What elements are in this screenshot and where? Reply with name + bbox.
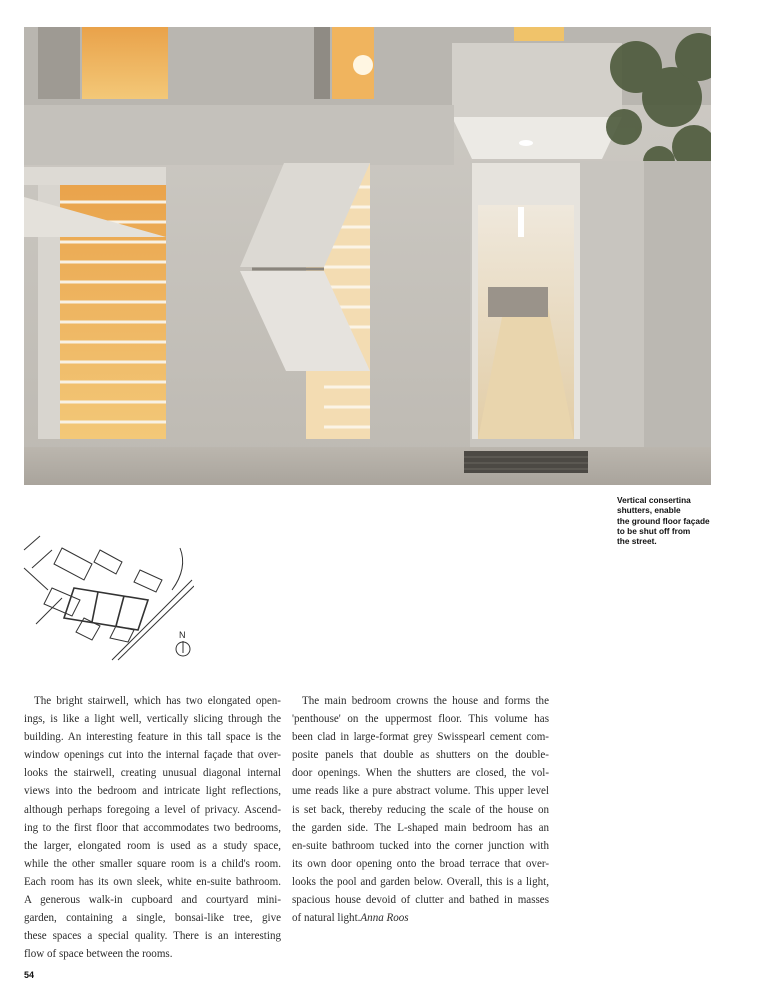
text-line: views into the bedroom and intricate light reflections, [24, 785, 281, 798]
site-plan-drawing [22, 528, 194, 664]
text-line: 'penthouse' on the uppermost floor. This volume has [292, 713, 549, 726]
text-line: The main bedroom crowns the house and forms the [302, 695, 549, 707]
page-number: 54 [24, 970, 35, 980]
text-line: while the other smaller square room is a child's room. [24, 857, 281, 870]
site-plan [22, 528, 194, 664]
text-line: posite panels that double as shutters on the double- [292, 749, 549, 762]
text-line: ume reads like a pure abstract volume. This upper level [292, 785, 549, 798]
caption-line: Vertical consertina [617, 495, 691, 505]
body-column-right [292, 692, 549, 927]
text-line-content: of natural light. [292, 912, 361, 925]
text-line: the larger, elongated room is used as a study space, [24, 839, 281, 852]
text-line: Each room has its own sleek, white en-suite bathroom. [24, 875, 281, 888]
text-line: A generous walk-in cupboard and courtyard mini- [24, 894, 281, 907]
text-line: ing to the first floor that accommodates two bedrooms, [24, 821, 281, 834]
author-name: Anna Roos [360, 912, 409, 925]
paragraph [24, 692, 281, 963]
text-line: ings, is like a light well, vertically slicing through the [24, 713, 281, 726]
text-line: garden, containing a single, bonsai-like tree, give [24, 912, 281, 925]
body-column-left [24, 692, 281, 963]
text-line: these spaces a special quality. There is an interesting [24, 930, 281, 943]
text-line: en-suite bathroom tucked into the corner junction with [292, 839, 549, 852]
text-line: been clad in large-format grey Swisspearl cement com- [292, 731, 549, 744]
caption-line: to be shut off from [617, 525, 691, 536]
house-facade-photo [24, 27, 711, 485]
photo-caption [617, 495, 737, 546]
text-line: is set back, thereby reducing the scale of the house on [292, 803, 549, 816]
text-line: the garden side. The L-shaped main bedroom has an [292, 821, 549, 834]
house-facade-photo-icon [24, 27, 711, 485]
text-line: flow of space between the rooms. [24, 948, 173, 961]
text-line: window openings cut into the internal façade that over- [24, 749, 281, 762]
text-line: looks the pool and garden below. Overall, this is a light, [292, 875, 549, 888]
caption-line: the ground floor façade [617, 515, 710, 526]
text-line [292, 909, 549, 927]
text-line: building. An interesting feature in this tall space is the [24, 731, 281, 744]
text-line: although perhaps foregoing a level of privacy. Ascend- [24, 803, 281, 816]
text-line: spacious house devoid of clutter and bathed in masses [292, 894, 549, 907]
text-line: looks the stairwell, creating unusual diagonal internal [24, 767, 281, 780]
north-label: N [179, 630, 186, 640]
text-line: The bright stairwell, which has two elongated open- [34, 695, 281, 707]
paragraph [292, 692, 549, 927]
text-line: its own door opening onto the broad terrace that over- [292, 857, 549, 870]
caption-line: shutters, enable [617, 505, 681, 516]
caption-line: the street. [617, 536, 657, 547]
text-line: door openings. When the shutters are closed, the vol- [292, 767, 549, 780]
